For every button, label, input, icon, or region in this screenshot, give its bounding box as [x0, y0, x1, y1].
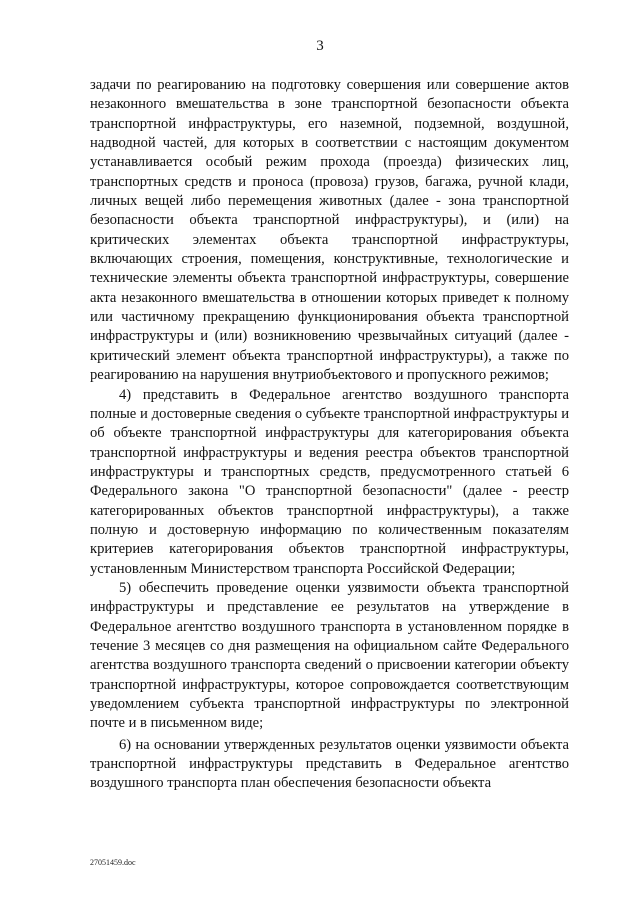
paragraph-item-5: 5) обеспечить проведение оценки уязвимости объекта транспортной инфраструктуры и представление ее результатов на утверждение в Федеральное агентство воздушного транспорта в установленном порядке в течение 3 месяцев со дня размещения на официальном сайте Федерального агентства воздушного транспорта сведений о присвоении категории объекту транспортной инфраструктуры, которое сопровождается соответствующим уведомлением субъекта транспортной инфраструктуры по электронной почте и в письменном виде; [90, 579, 569, 732]
paragraph-item-6: 6) на основании утвержденных результатов оценки уязвимости объекта транспортной инфраструктуры представить в Федеральное агентство воздушного транспорта план обеспечения безопасности объекта [90, 736, 569, 792]
page-number: 3 [316, 38, 324, 54]
document-body [90, 76, 569, 794]
paragraph-item-4: 4) представить в Федеральное агентство воздушного транспорта полные и достоверные сведения о субъекте транспортной инфраструктуры и об объекте транспортной инфраструктуры для категорирования объекта транспортной инфраструктуры и ведения реестра объектов транспортной инфраструктуры и транспортных средств, предусмотренного статьей 6 Федерального закона "О транспортной безопасности" (далее - реестр категорированных объектов транспортной инфраструктуры), а также полную и достоверную информацию по количественным показателям критериев категорирования объектов транспортной инфраструктуры, установленным Министерством транспорта Российской Федерации; [90, 386, 569, 577]
paragraph-continuation: задачи по реагированию на подготовку совершения или совершение актов незаконного вмешательства в зоне транспортной безопасности объекта транспортной инфраструктуры, его наземной, подземной, воздушной, надводной частей, для которых в соответствии с настоящим документом устанавливается особый режим прохода (проезда) физических лиц, транспортных средств и проноса (провоза) грузов, багажа, ручной клади, личных вещей либо перемещения животных (далее - зона транспортной безопасности объекта транспортной инфраструктуры), и (или) на критических элементах объекта транспортной инфраструктуры, включающих строения, помещения, конструктивные, технологические и технические элементы объекта транспортной инфраструктуры, совершение акта незаконного вмешательства в отношении которых приведет к полному или частичному прекращению функционирования объекта транспортной инфраструктуры и (или) возникновению чрезвычайных ситуаций (далее - критический элемент объекта транспортной инфраструктуры), а также по реагированию на нарушения внутриобъектового и пропускного режимов; [90, 77, 569, 384]
document-code: 27051459.doc [90, 858, 136, 867]
